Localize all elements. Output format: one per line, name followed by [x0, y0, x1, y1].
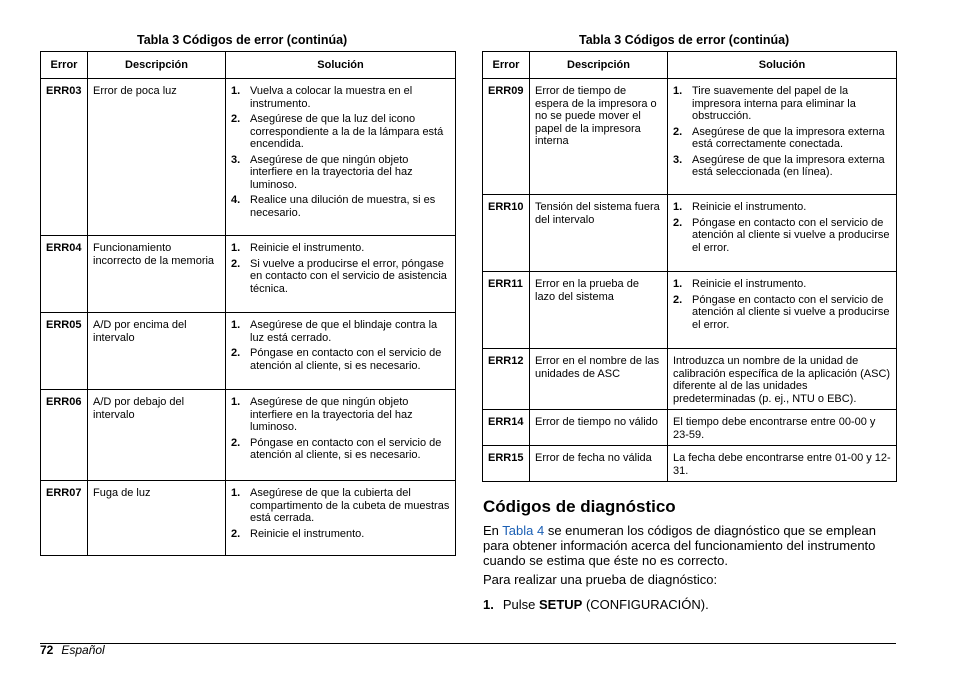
table-row	[483, 446, 897, 482]
solution-step	[231, 258, 450, 296]
error-code-cell: ERR05	[41, 313, 88, 390]
step-number: 1.	[483, 597, 494, 612]
step-text: Reinicie el instrumento.	[250, 527, 365, 540]
error-solution-cell	[226, 390, 456, 481]
step-text-end: (CONFIGURACIÓN).	[582, 597, 709, 612]
solution-step	[231, 194, 450, 219]
error-code-cell: ERR10	[483, 195, 530, 272]
error-solution-cell	[668, 272, 897, 349]
step-text: Tire suavemente del papel de la impresora interna para eliminar la obstrucción.	[692, 85, 856, 122]
page-number: 72	[40, 643, 54, 657]
step-number: 1.	[673, 278, 683, 290]
error-code-cell: ERR06	[41, 390, 88, 481]
step-text: Asegúrese de que ningún objeto interfiere en la trayectoria del haz luminoso.	[250, 153, 413, 191]
error-solution-cell	[226, 481, 456, 556]
error-solution-cell	[226, 236, 456, 313]
solution-step	[673, 126, 891, 151]
step-text: Realice una dilución de muestra, si es necesario.	[250, 194, 436, 219]
error-description-cell: A/D por encima del intervalo	[88, 313, 226, 390]
step-text: Asegúrese de que la luz del icono correspondiente a la de la lámpara está encendida.	[250, 113, 444, 150]
error-description-cell: Error en el nombre de las unidades de ASC	[530, 349, 668, 410]
step-text: Vuelva a colocar la muestra en el instrumento.	[250, 85, 413, 110]
error-solution-cell	[668, 79, 897, 195]
solution-step	[673, 278, 891, 291]
table-row	[483, 349, 897, 410]
error-code-cell: ERR04	[41, 236, 88, 313]
solution-step	[673, 201, 891, 214]
left-error-table	[40, 51, 456, 556]
step-number: 2.	[231, 527, 241, 540]
procedure-step	[483, 597, 709, 612]
error-code-cell: ERR12	[483, 349, 530, 410]
step-text: Asegúrese de que el blindaje contra la luz está cerrado.	[250, 319, 438, 344]
step-number: 1.	[231, 85, 241, 97]
step-number: 3.	[673, 153, 683, 166]
section-heading: Códigos de diagnóstico	[483, 497, 676, 516]
instruction-text: Para realizar una prueba de diagnóstico:	[483, 572, 718, 587]
solution-step	[231, 487, 450, 525]
step-number: 1.	[673, 85, 683, 97]
error-description-cell: Error en la prueba de lazo del sistema	[530, 272, 668, 349]
step-number: 2.	[231, 257, 241, 270]
footer-divider	[40, 643, 896, 644]
intro-text-start: En	[483, 523, 503, 538]
column-header-description: Descripción	[88, 52, 226, 79]
step-text: Póngase en contacto con el servicio de atención al cliente, si es necesario.	[250, 436, 442, 461]
table-4-link[interactable]: Tabla 4	[502, 523, 545, 538]
step-number: 2.	[673, 293, 683, 306]
step-text: Asegúrese de que la cubierta del compartimento de la cubeta de muestras está cerrada.	[250, 487, 450, 524]
error-code-cell: ERR07	[41, 481, 88, 556]
error-code-cell: ERR03	[41, 79, 88, 236]
setup-key-label: SETUP	[538, 597, 583, 612]
step-number: 1.	[231, 242, 241, 254]
error-code-cell: ERR15	[483, 446, 530, 482]
error-solution-cell: El tiempo debe encontrarse entre 00-00 y 23-59.	[668, 410, 897, 446]
error-description-cell: Error de poca luz	[88, 79, 226, 236]
step-number: 2.	[673, 216, 683, 229]
solution-step	[673, 85, 891, 123]
solution-step	[231, 396, 450, 434]
error-solution-cell	[668, 195, 897, 272]
table-header-row	[41, 52, 456, 79]
column-header-error: Error	[41, 52, 88, 79]
error-solution-cell	[226, 313, 456, 390]
step-text: Si vuelve a producirse el error, póngase en contacto con el servicio de asistencia técnica.	[250, 257, 447, 295]
step-text: Asegúrese de que la impresora externa está seleccionada (en línea).	[692, 153, 885, 178]
solution-steps-list	[231, 85, 450, 219]
solution-step	[231, 113, 450, 151]
step-number: 2.	[231, 436, 241, 449]
step-text: Póngase en contacto con el servicio de atención al cliente, si es necesario.	[250, 347, 442, 372]
table-row	[483, 410, 897, 446]
error-solution-cell	[226, 79, 456, 236]
solution-step	[231, 242, 450, 255]
solution-steps-list	[673, 85, 891, 179]
step-text: Asegúrese de que la impresora externa está correctamente conectada.	[692, 125, 885, 150]
solution-step	[673, 294, 891, 332]
step-number: 4.	[231, 194, 241, 206]
error-description-cell: Error de tiempo no válido	[530, 410, 668, 446]
solution-step	[231, 437, 450, 462]
right-table-caption: Tabla 3 Códigos de error (continúa)	[579, 33, 790, 47]
solution-step	[231, 154, 450, 192]
solution-step	[673, 154, 891, 179]
solution-step	[673, 217, 891, 255]
step-number: 2.	[231, 113, 241, 125]
error-description-cell: Fuga de luz	[88, 481, 226, 556]
solution-steps-list	[231, 242, 450, 295]
solution-step	[231, 347, 450, 372]
right-error-table	[482, 51, 897, 482]
error-code-cell: ERR09	[483, 79, 530, 195]
table-row	[41, 79, 456, 236]
table-row	[483, 272, 897, 349]
error-solution-cell: La fecha debe encontrarse entre 01-00 y 12-31.	[668, 446, 897, 482]
solution-steps-list	[231, 319, 450, 372]
column-header-solution: Solución	[668, 52, 897, 79]
solution-step	[231, 85, 450, 110]
step-number: 1.	[231, 396, 241, 408]
step-text: Reinicie el instrumento.	[250, 242, 365, 254]
table-row	[41, 390, 456, 481]
step-text-start: Pulse	[502, 597, 539, 612]
step-text: Asegúrese de que ningún objeto interfiere en la trayectoria del haz luminoso.	[250, 396, 413, 433]
step-text: Póngase en contacto con el servicio de atención al cliente si vuelve a producirse el error.	[692, 293, 890, 331]
step-text: Reinicie el instrumento.	[692, 278, 807, 290]
solution-steps-list	[231, 487, 450, 540]
step-number: 2.	[231, 347, 241, 359]
error-code-cell: ERR11	[483, 272, 530, 349]
column-header-error: Error	[483, 52, 530, 79]
solution-step	[231, 528, 450, 541]
error-description-cell: Error de fecha no válida	[530, 446, 668, 482]
page-footer	[40, 643, 105, 657]
column-header-description: Descripción	[530, 52, 668, 79]
table-row	[483, 79, 897, 195]
step-number: 1.	[673, 201, 683, 213]
footer-language: Español	[61, 643, 105, 657]
step-number: 1.	[231, 319, 241, 331]
intro-text-end: se enumeran los códigos de diagnóstico que se emplean para obtener información acerca del funcionamiento del instrumento cuando se estima que éste no es correcto.	[483, 523, 876, 568]
error-description-cell: Error de tiempo de espera de la impresora o no se puede mover el papel de la impresora interna	[530, 79, 668, 195]
error-solution-cell: Introduzca un nombre de la unidad de calibración específica de la aplicación (ASC) diferente al de las unidades predeterminadas (p. ej., NTU o EBC).	[668, 349, 897, 410]
step-number: 2.	[673, 125, 683, 138]
step-text: Reinicie el instrumento.	[692, 201, 807, 213]
table-row	[41, 481, 456, 556]
left-table-caption: Tabla 3 Códigos de error (continúa)	[137, 33, 348, 47]
solution-steps-list	[231, 396, 450, 462]
error-code-cell: ERR14	[483, 410, 530, 446]
intro-paragraph	[483, 523, 893, 568]
table-row	[41, 313, 456, 390]
error-description-cell: A/D por debajo del intervalo	[88, 390, 226, 481]
step-text: Póngase en contacto con el servicio de atención al cliente si vuelve a producirse el error.	[692, 216, 890, 254]
solution-steps-list	[673, 201, 891, 254]
error-description-cell: Tensión del sistema fuera del intervalo	[530, 195, 668, 272]
column-header-solution: Solución	[226, 52, 456, 79]
table-row	[41, 236, 456, 313]
step-number: 1.	[231, 487, 241, 499]
solution-steps-list	[673, 278, 891, 331]
table-header-row	[483, 52, 897, 79]
error-description-cell: Funcionamiento incorrecto de la memoria	[88, 236, 226, 313]
step-number: 3.	[231, 153, 241, 166]
table-row	[483, 195, 897, 272]
solution-step	[231, 319, 450, 344]
